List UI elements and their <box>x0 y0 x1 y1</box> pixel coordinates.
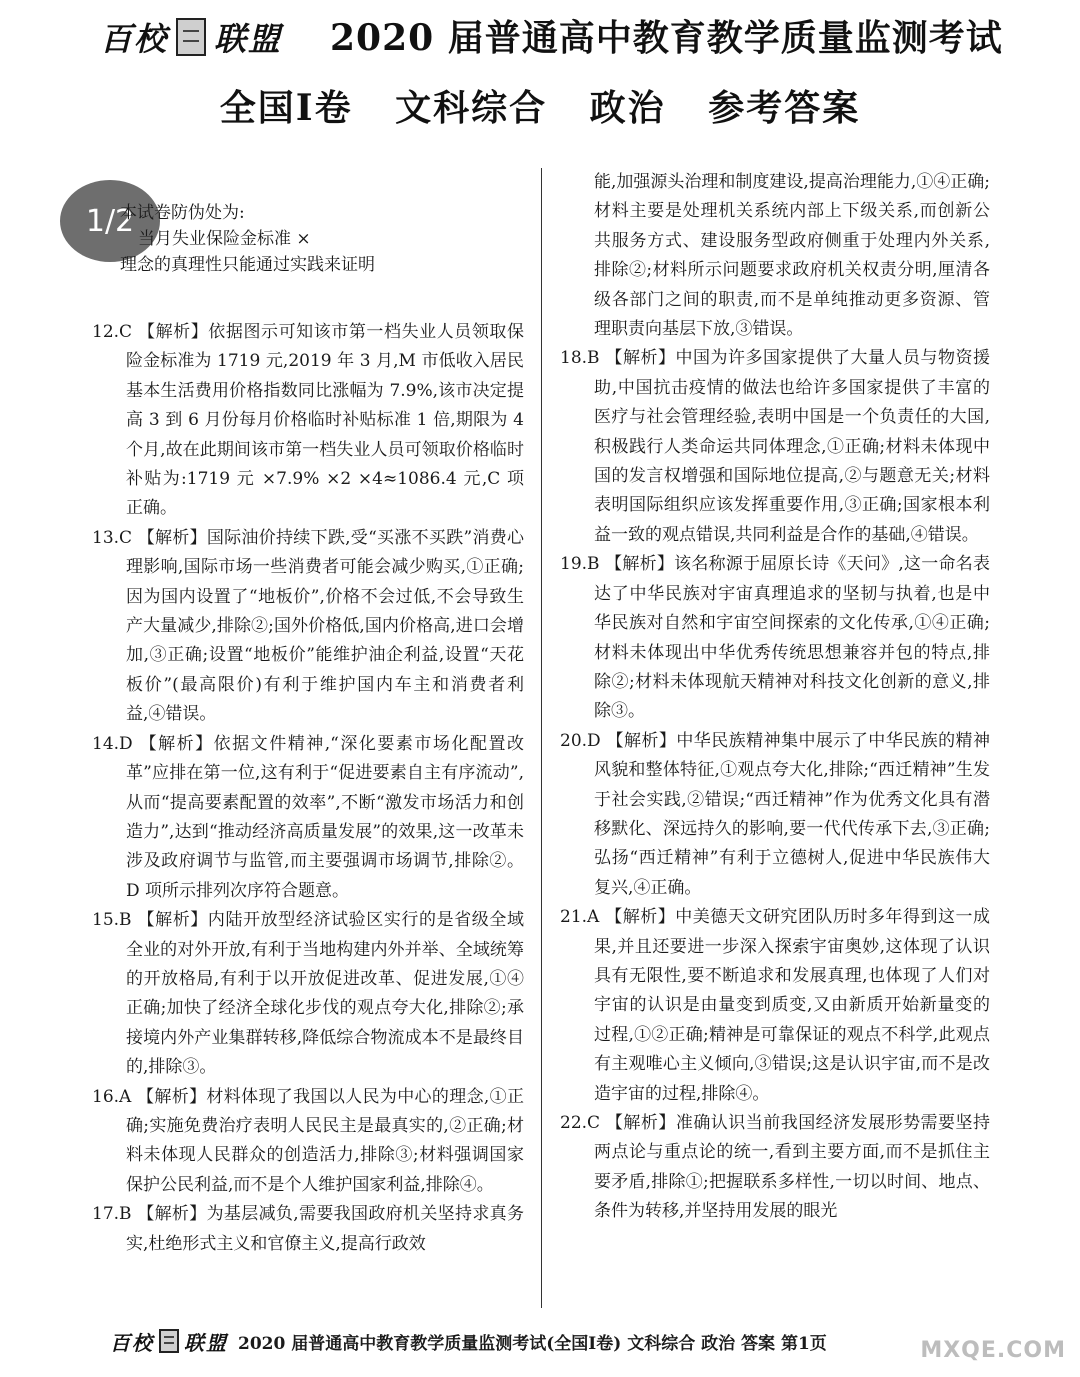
answer-15: 15.B 【解析】内陆开放型经济试验区实行的是省级全域全业的对外开放,有利于当地构建内外并举、全域统筹的开放格局,有利于以开放促进改革、促进发展,①④正确;加快了经济全球化步伐的观点夸大化,排除②;承接境内外产业集群转移,降低综合物流成本不是最终目的,排除③。 <box>92 910 524 1078</box>
column-divider <box>541 168 542 1308</box>
footer-logo-left: 百校 <box>110 1330 154 1355</box>
logo-text-right: 联盟 <box>214 20 283 58</box>
page-header <box>0 0 1080 145</box>
exam-title: 2020 届普通高中教育教学质量监测考试 <box>330 17 1003 59</box>
right-column <box>560 168 990 1227</box>
answer-21: 21.A 【解析】中美德天文研究团队历时多年得到这一成果,并且还要进一步深入探索宇宙奥妙,这体现了认识具有无限性,要不断追求和发展真理,也体现了人们对宇宙的认识是由量变到质变,又由新质开始新量变的过程,①②正确;精神是可靠保证的观点不科学,此观点有主观唯心主义倾向,③错误;这是认识宇宙,而不是改造宇宙的过程,排除④。 <box>560 907 990 1104</box>
answer-19: 19.B 【解析】该名称源于屈原长诗《天问》,这一命名表达了中华民族对宇宙真理追求的坚韧与执着,也是中华民族对自然和宇宙空间探索的文化传承,①④正确;材料未体现出中华优秀传统思想兼容并包的特点,排除②;材料未体现航天精神对科技文化创新的意义,排除③。 <box>560 554 990 722</box>
page-indicator: 1/2 <box>60 180 160 262</box>
note-line-3: 理念的真理性只能通过实践来证明 <box>120 255 375 275</box>
footer-text: 2020 届普通高中教育教学质量监测考试(全国Ⅰ卷) 文科综合 政治 答案 第1页 <box>238 1333 827 1354</box>
answer-sheet-title: 全国Ⅰ卷 文科综合 政治 参考答案 <box>219 87 861 129</box>
seal-icon <box>176 18 206 56</box>
page-footer <box>110 1326 827 1356</box>
answer-20: 20.D 【解析】中华民族精神集中展示了中华民族的精神风貌和整体特征,①观点夸大化,排除;“西迁精神”生发于社会实践,②错误;“西迁精神”作为优秀文化具有潜移默化、深远持久的影响,要一代代传承下去,③正确;弘扬“西迁精神”有利于立德树人,促进中华民族伟大复兴,④正确。 <box>560 730 990 898</box>
anti-fake-note <box>120 200 375 278</box>
left-column <box>92 318 524 1259</box>
footer-seal-icon <box>159 1329 179 1353</box>
brand-logo <box>100 14 282 60</box>
logo-text-left: 百校 <box>100 20 169 58</box>
note-line-1: 本试卷防伪处为: <box>120 203 245 223</box>
note-line-2: 当月失业保险金标准 × <box>138 229 311 249</box>
answer-16: 16.A 【解析】材料体现了我国以人民为中心的理念,①正确;实施免费治疗表明人民民主是最真实的,②正确;材料未体现人民群众的创造活力,排除③;材料强调国家保护公民利益,而不是个人维护国家利益,排除④。 <box>92 1086 524 1195</box>
answer-14: 14.D 【解析】依据文件精神,“深化要素市场化配置改革”应排在第一位,这有利于“促进要素自主有序流动”,从而“提高要素配置的效率”,不断“激发市场活力和创造力”,达到“推动经济高质量发展”的效果,这一改革未涉及政府调节与监管,而主要强调市场调节,排除②。D 项所示排列次序符合题意。 <box>92 733 524 901</box>
answer-13: 13.C 【解析】国际油价持续下跌,受“买涨不买跌”消费心理影响,国际市场一些消费者可能会减少购买,①正确;因为国内设置了“地板价”,价格不会过低,不会导致生产大量减少,排除②;国外价格低,国内价格高,进口会增加,③正确;设置“地板价”能维护油企利益,设置“天花板价”(最高限价)有利于维护国内车主和消费者利益,④错误。 <box>92 527 524 725</box>
answer-12: 12.C 【解析】依据图示可知该市第一档失业人员领取保险金标准为 1719 元,2019 年 3 月,M 市低收入居民基本生活费用价格指数同比涨幅为 7.9%,该市决定提高 3 到 6 月份每月价格临时补贴标准 1 倍,期限为 4 个月,故在此期间该市第一档失业人员可领取价格临时补贴为:1719 元 ×7.9% ×2 ×4≈1086.4 元,C 项正确。 <box>92 322 524 519</box>
answer-18: 18.B 【解析】中国为许多国家提供了大量人员与物资援助,中国抗击疫情的做法也给许多国家提供了丰富的医疗与社会管理经验,表明中国是一个负责任的大国,积极践行人类命运共同体理念,①正确;材料未体现中国的发言权增强和国际地位提高,②与题意无关;材料表明国际组织应该发挥重要作用,③正确;国家根本利益一致的观点错误,共同利益是合作的基础,④错误。 <box>560 348 990 545</box>
footer-logo-right: 联盟 <box>184 1330 228 1355</box>
site-watermark: MXQE.COM <box>920 1338 1066 1363</box>
answer-17-part2: 能,加强源头治理和制度建设,提高治理能力,①④正确;材料主要是处理机关系统内部上下级关系,而创新公共服务方式、建设服务型政府侧重于处理内外关系,排除②;材料所示问题要求政府机关权责分明,厘清各级各部门之间的职责,而不是单纯推动更多资源、管理职责向基层下放,③错误。 <box>594 172 990 340</box>
answer-17-part1: 17.B 【解析】为基层减负,需要我国政府机关坚持求真务实,杜绝形式主义和官僚主义,提高行政效 <box>92 1204 524 1254</box>
answer-22-part1: 22.C 【解析】准确认识当前我国经济发展形势需要坚持两点论与重点论的统一,看到主要方面,而不是抓住主要矛盾,排除①;把握联系多样性,一切以时间、地点、条件为转移,并坚持用发展的眼光 <box>560 1113 990 1222</box>
